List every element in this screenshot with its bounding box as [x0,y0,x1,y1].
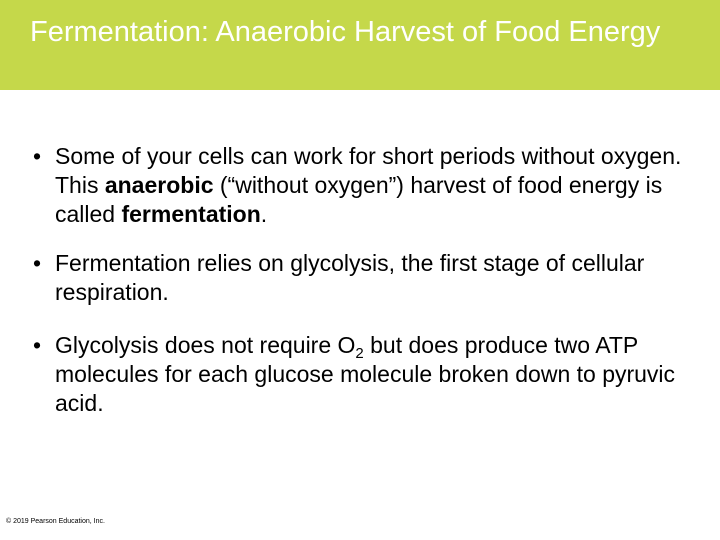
bullet-marker: • [33,143,42,169]
subscript-2: 2 [355,345,364,362]
bullet-marker: • [33,332,42,358]
bullet-text-segment: (“without oxygen”) harvest of food energy is called [55,172,663,227]
bullet-item [33,249,683,307]
copyright-footer: © 2019 Pearson Education, Inc. [6,518,105,525]
bullet-text-segment: Some of your cells can work for short periods without oxygen. This [55,143,682,198]
bullet-text-segment: . [260,201,268,227]
bullet-marker: • [33,250,42,276]
slide-title: Fermentation: Anaerobic Harvest of Food Energy [30,16,661,48]
bullet-text: Fermentation relies on glycolysis, the first stage of cellular respiration. [55,250,645,305]
bullet-text-segment: but does produce two ATP molecules for each glucose molecule broken down to pyruvic acid. [55,332,676,416]
title-band [0,0,720,90]
bullet-item [33,331,683,418]
bullet-text-segment: Glycolysis does not require O [55,332,356,358]
bold-term-anaerobic: anaerobic [104,172,214,198]
bullet-item [33,142,683,229]
bullet-text [33,331,683,418]
bullet-text [33,142,683,229]
bold-term-fermentation: fermentation [121,201,261,227]
